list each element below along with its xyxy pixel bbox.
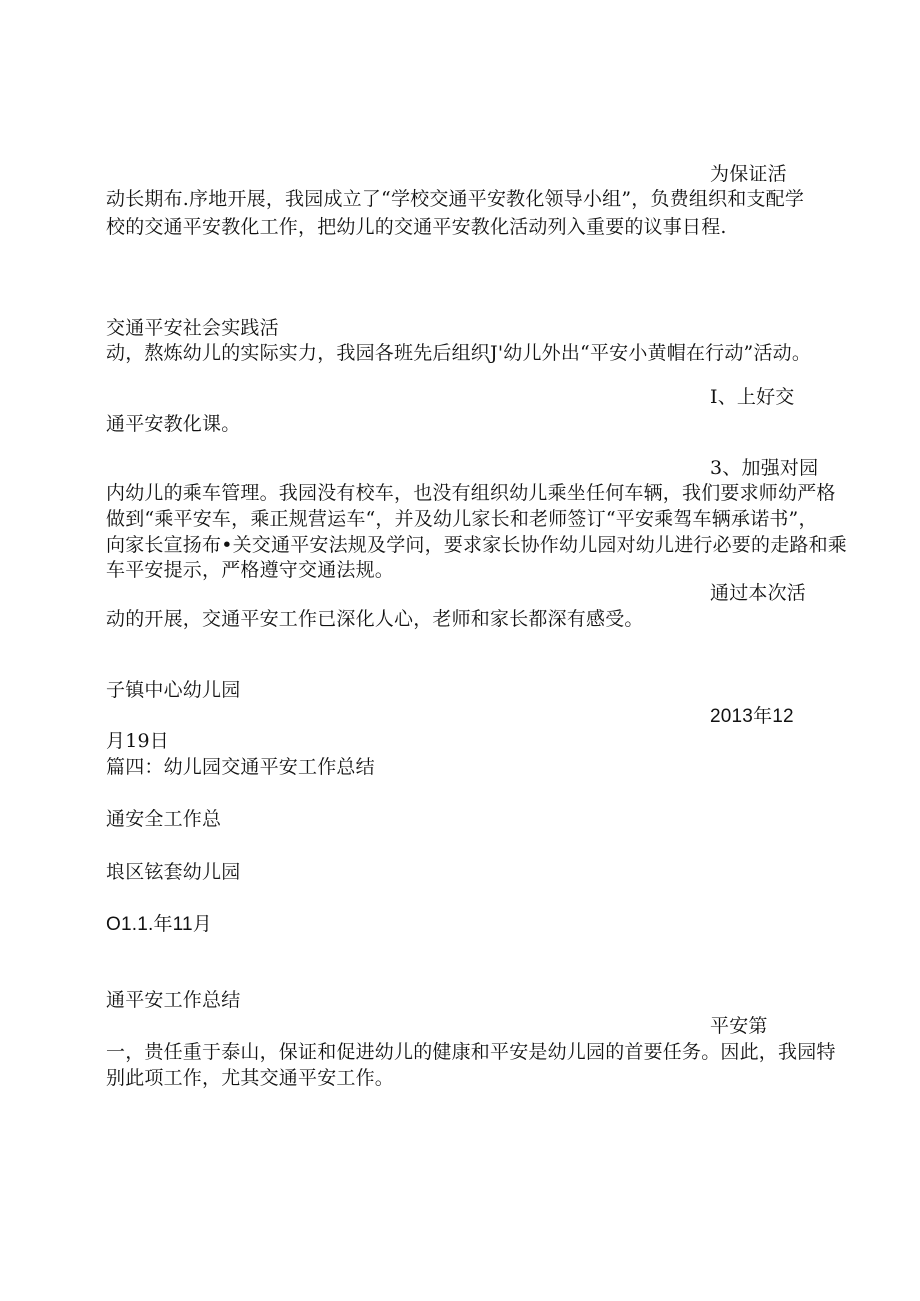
text-line: I、上好交 (710, 386, 795, 408)
text-line: 车平安提示，严格遵守交通法规。 (106, 559, 395, 581)
text-line: 校的交通平安教化工作，把幼儿的交通平安教化活动列入重要的议事日程. (106, 216, 727, 238)
text-line: 一，贵任重于泰山，保证和促进幼儿的健康和平安是幼儿园的首要任务。因此，我园特 (106, 1041, 836, 1063)
text-line: O1.1.年11月 (106, 914, 212, 935)
text-line: 别此项工作，尤其交通平安工作。 (106, 1067, 395, 1089)
text-line: 通过本次活 (710, 582, 807, 604)
text-line: 通平安工作总结 (106, 989, 241, 1011)
text-line: 3、加强对园 (710, 457, 819, 479)
text-line: 子镇中心幼儿园 (106, 679, 241, 701)
text-line: 埌区铉套幼儿园 (106, 861, 241, 883)
text-line: 平安第 (710, 1015, 768, 1037)
text-line: 向家长宣扬布•关交通平安法规及学问，要求家长协作幼儿园对幼儿进行必要的走路和乘 (106, 534, 848, 556)
text-line: 动的开展，交通平安工作已深化人心，老师和家长都深有感受。 (106, 608, 644, 630)
text-line: 做到“乘平安车，乘正规营运车“，并及幼儿家长和老师签订“平安乘驾车辆承诺书”， (106, 508, 818, 530)
text-line: 通安全工作总 (106, 808, 222, 830)
text-line: 动长期布.序地开展，我园成立了“学校交通平安教化领导小组”，负费组织和支配学 (106, 188, 805, 210)
text-line: 月19日 (106, 730, 169, 752)
text-line: 通平安教化课。 (106, 413, 241, 435)
text-line: 交通平安社会实践活 (106, 317, 279, 339)
text-line: 内幼儿的乘车管理。我园没有校车，也没有组织幼儿乘坐任何车辆，我们要求师幼严格 (106, 482, 836, 504)
text-line: 为保证活 (710, 163, 787, 185)
text-line: 动，熬炼幼儿的实际实力，我园各班先后组织J'幼儿外出“平安小黄帽在行动”活动。 (106, 342, 812, 364)
text-line: 2013年12 (710, 706, 794, 727)
text-line: 篇四：幼儿园交通平安工作总结 (106, 756, 375, 778)
